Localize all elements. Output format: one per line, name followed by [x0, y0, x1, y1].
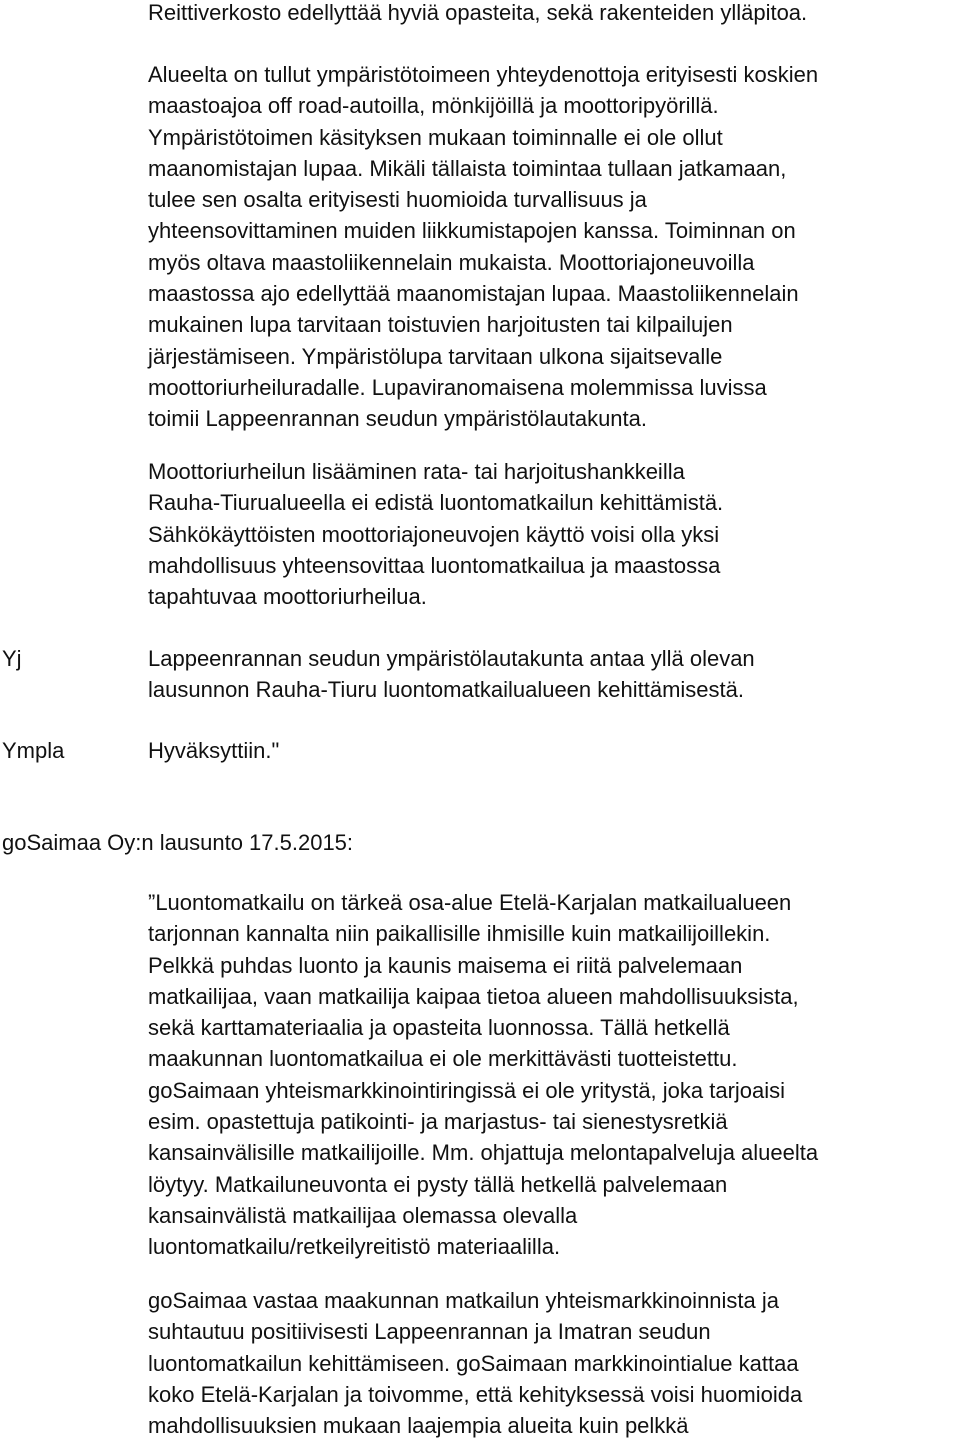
text-line: mahdollisuuksien mukaan laajempia alueita kuin pelkkä [148, 1413, 689, 1439]
text-line: kansainvälistä matkailijaa olemassa olevalla [148, 1202, 578, 1228]
text-line: Rauha-Tiurualueella ei edistä luontomatkailun kehittämistä. [148, 490, 724, 516]
text-line: järjestämiseen. Ympäristölupa tarvitaan ulkona sijaitsevalle [148, 343, 723, 369]
text-line: mukainen lupa tarvitaan toistuvien harjoitusten tai kilpailujen [148, 312, 733, 338]
text-line: Lappeenrannan seudun ympäristölautakunta antaa yllä olevan [148, 646, 755, 671]
text-line: moottoriurheiluradalle. Lupaviranomaisena molemmissa luvissa [148, 374, 767, 400]
gosaimaa-paragraph-1 [148, 887, 960, 1263]
text-line: Pelkkä puhdas luonto ja kaunis maisema ei riitä palvelemaan [148, 952, 743, 978]
text-line: myös oltava maastoliikennelain mukaista. Moottoriajoneuvoilla [148, 249, 755, 275]
text-line: Moottoriurheilun lisääminen rata- tai harjoitushankkeilla [148, 459, 685, 484]
text-line: matkailijaa, vaan matkailija kaipaa tietoa alueen mahdollisuuksista, [148, 983, 799, 1009]
text-line: lausunnon Rauha-Tiuru luontomatkailualueen kehittämisestä. [148, 677, 744, 703]
text-line: luontomatkailu/retkeilyreitistö materiaalilla. [148, 1234, 561, 1260]
text-line: goSaimaan yhteismarkkinointiringissä ei ole yritystä, joka tarjoaisi [148, 1077, 786, 1103]
text-line: Alueelta on tullut ympäristötoimeen yhteydenottoja erityisesti koskien [148, 62, 819, 87]
decision-paragraph [148, 643, 960, 706]
moottoriurheilu-paragraph [148, 456, 960, 612]
text-line: mahdollisuus yhteensovittaa luontomatkailua ja maastossa [148, 552, 721, 578]
ympla-label: Ympla [2, 738, 65, 763]
text-line: tulee sen osalta erityisesti huomioida turvallisuus ja [148, 187, 647, 213]
text-line: Ympäristötoimen käsityksen mukaan toiminnalle ei ole ollut [148, 124, 723, 150]
text-line: maanomistajan lupaa. Mikäli tällaista toimintaa tullaan jatkamaan, [148, 155, 787, 181]
text-line: maastoajoa off road-autoilla, mönkijöillä ja moottoripyörillä. [148, 93, 719, 119]
text-line: maastossa ajo edellyttää maanomistajan lupaa. Maastoliikennelain [148, 281, 799, 307]
text-line: tarjonnan kannalta niin paikallisille ihmisille kuin matkailijoillekin. [148, 921, 771, 947]
text-line: suhtautuu positiivisesti Lappeenrannan ja Imatran seudun [148, 1319, 711, 1345]
text-line: toimii Lappeenrannan seudun ympäristölautakunta. [148, 406, 647, 432]
maastoajo-paragraph [148, 59, 960, 435]
text-line: kansainvälisille matkailijoille. Mm. ohjattuja melontapalveluja alueelta [148, 1140, 819, 1166]
approved-paragraph [148, 735, 960, 766]
intro-paragraph [148, 0, 960, 28]
text-line: Reittiverkosto edellyttää hyviä opasteita, sekä rakenteiden ylläpitoa. [148, 0, 808, 25]
gosaimaa-paragraph-2 [148, 1285, 960, 1441]
text-line: yhteensovittaminen muiden liikkumistapojen kanssa. Toiminnan on [148, 218, 796, 244]
text-line: Hyväksyttiin." [148, 738, 280, 763]
text-line: tapahtuvaa moottoriurheilua. [148, 584, 427, 610]
text-line: maakunnan luontomatkailua ei ole merkittävästi tuotteistettu. [148, 1046, 738, 1072]
text-line: sekä karttamateriaalia ja opasteita luonnossa. Tällä hetkellä [148, 1015, 730, 1041]
text-line: goSaimaa vastaa maakunnan matkailun yhteismarkkinoinnista ja [148, 1288, 780, 1313]
text-line: ”Luontomatkailu on tärkeä osa-alue Etelä-Karjalan matkailualueen [148, 890, 792, 915]
text-line: esim. opastettuja patikointi- ja marjastus- tai sienestysretkiä [148, 1109, 728, 1135]
yj-label: Yj [2, 646, 22, 671]
text-line: koko Etelä-Karjalan ja toivomme, että kehityksessä voisi huomioida [148, 1381, 803, 1407]
gosaimaa-heading: goSaimaa Oy:n lausunto 17.5.2015: [2, 830, 354, 855]
text-line: Sähkökäyttöisten moottoriajoneuvojen käyttö voisi olla yksi [148, 521, 720, 547]
text-line: luontomatkailun kehittämiseen. goSaimaan markkinointialue kattaa [148, 1350, 799, 1376]
text-line: löytyy. Matkailuneuvonta ei pysty tällä hetkellä palvelemaan [148, 1171, 728, 1197]
